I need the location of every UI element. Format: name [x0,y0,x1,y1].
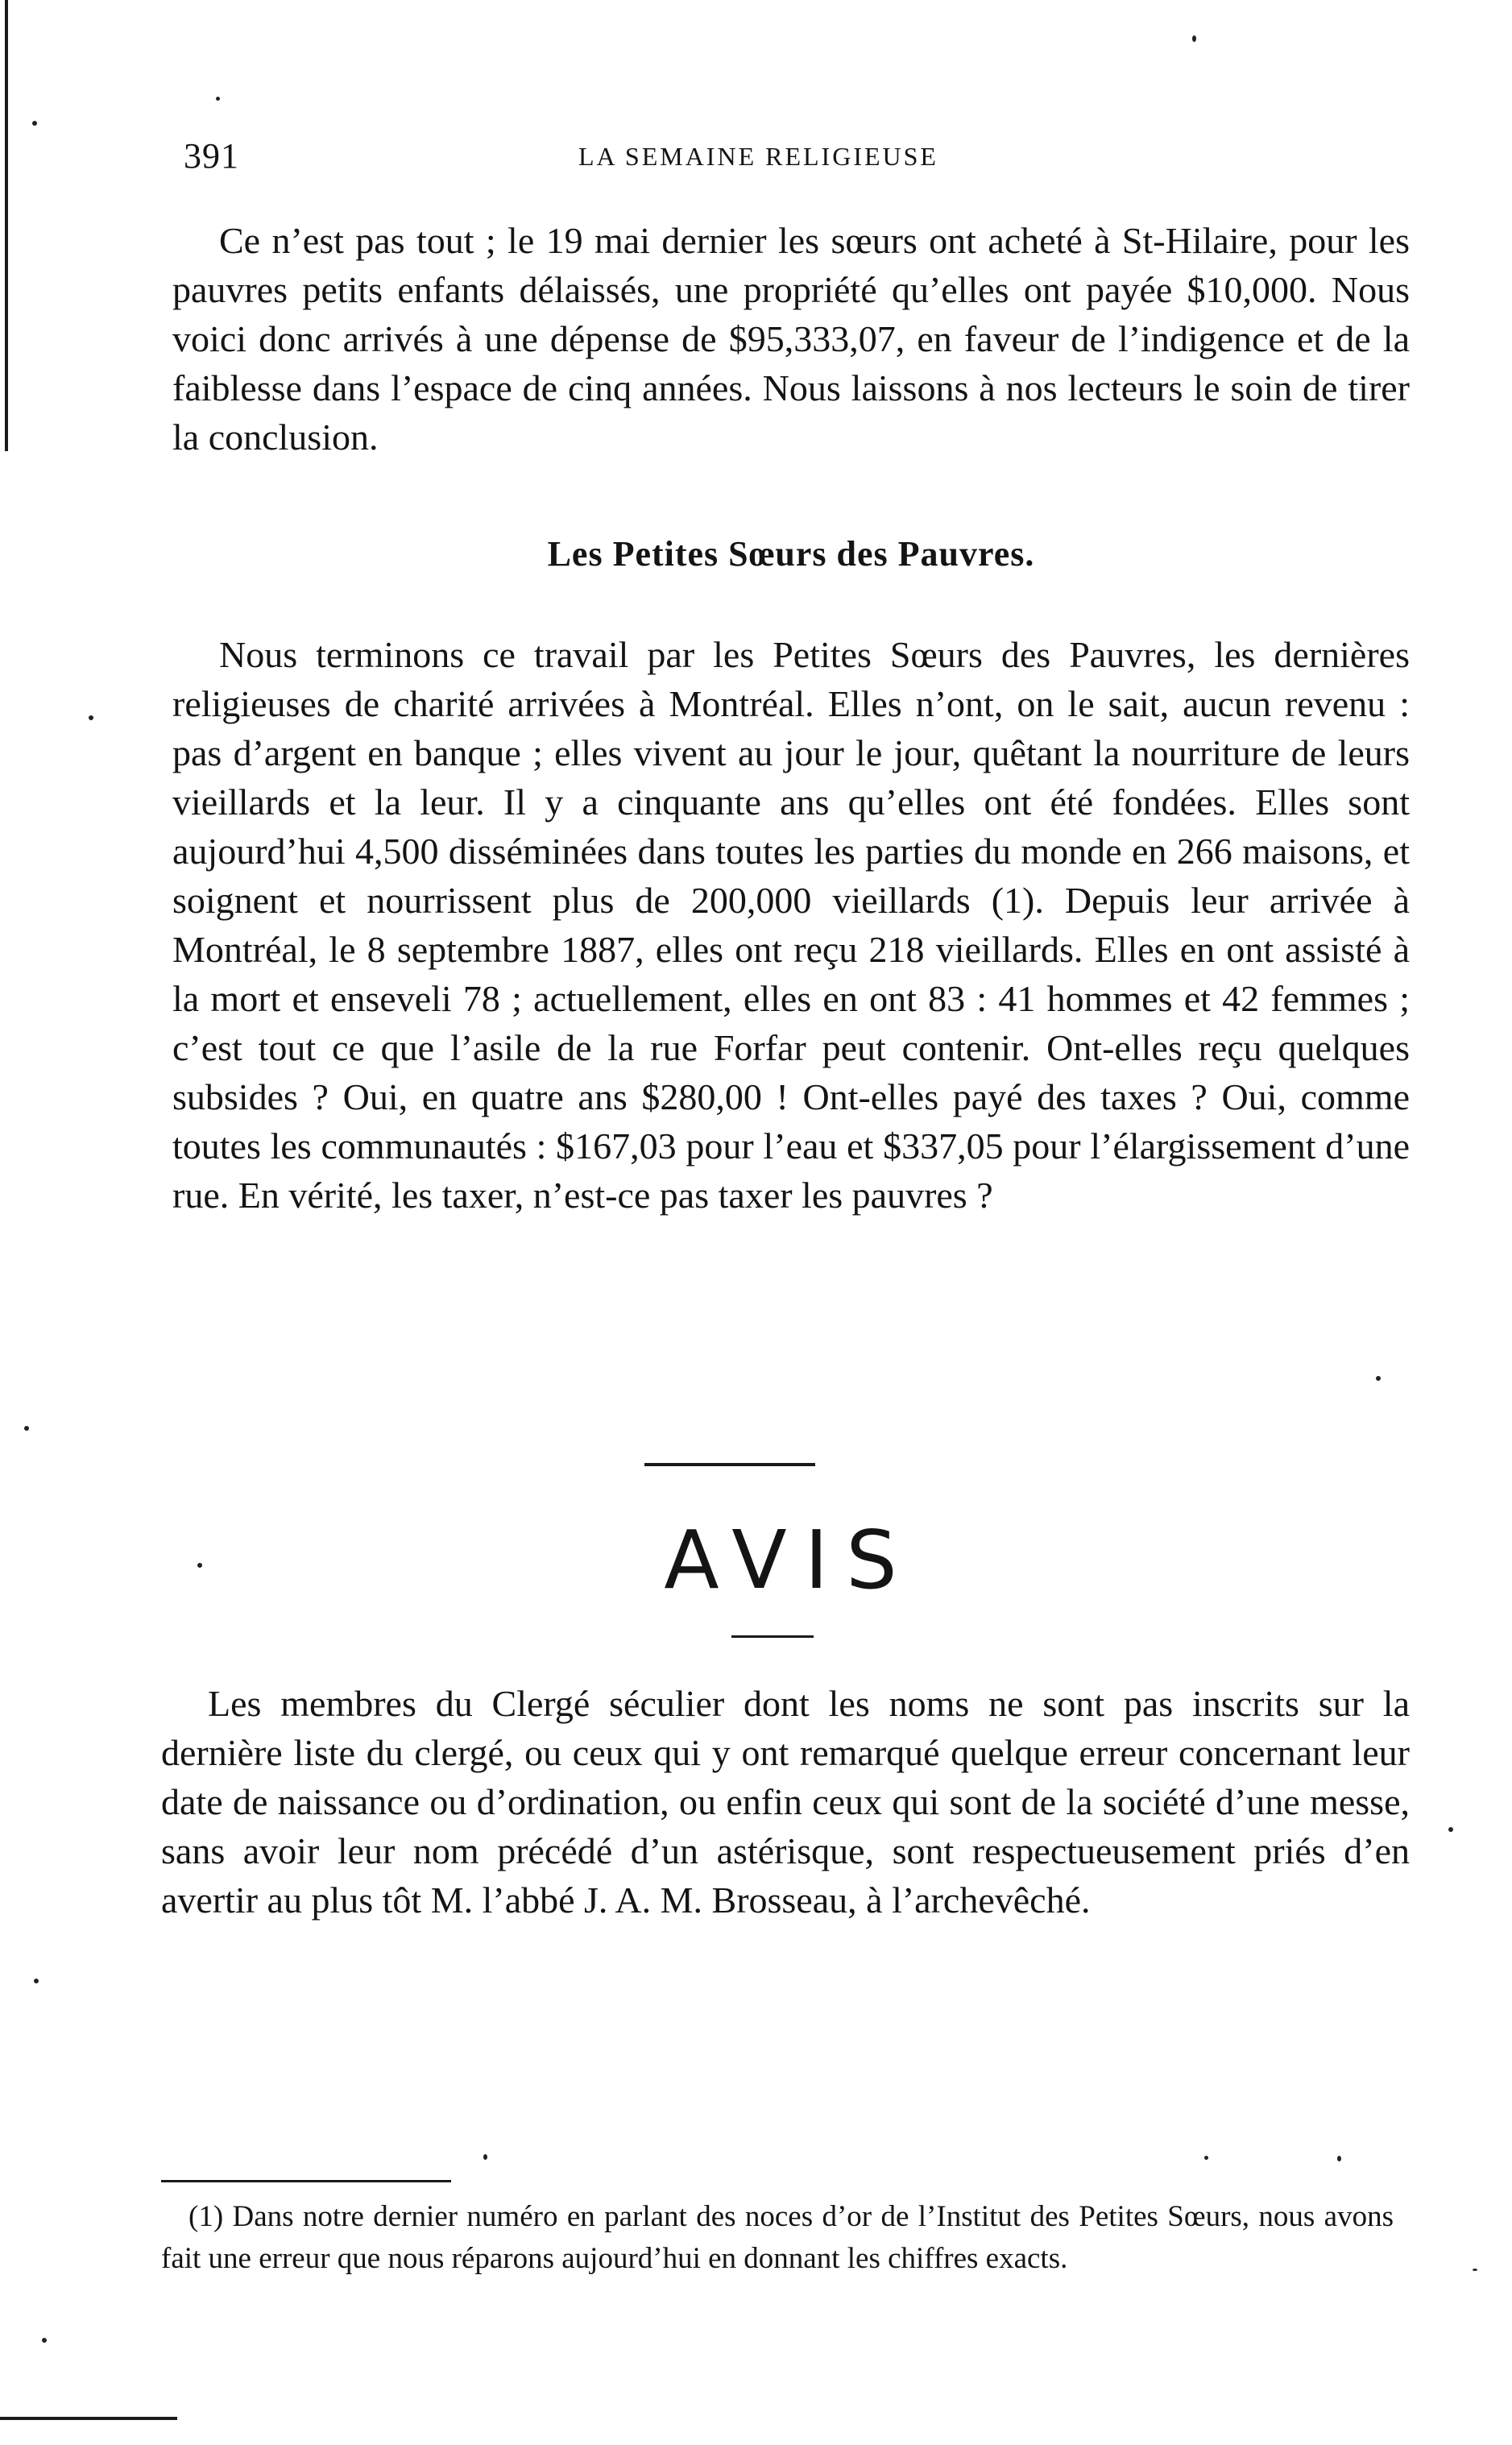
divider-rule-short [731,1635,814,1638]
running-title: LA SEMAINE RELIGIEUSE [578,142,938,171]
scan-speck [197,1563,202,1568]
footnote-rule [161,2180,451,2182]
scan-speck [1376,1376,1381,1381]
scan-speck [483,2154,487,2160]
paragraph-intro: Ce n’est pas tout ; le 19 mai dernier les sœurs ont acheté à St-Hilaire, pour les pauvres petits enfants délaissés, une propriété qu’elles ont payée $10,000. Nous voici donc arrivés à une dépense de $95,333,07, en faveur de l’indigence et de la faiblesse dans l’espace de cinq années. Nous laissons à nos lecteurs le soin de tirer la conclusion. [172,220,1410,458]
scan-speck [32,121,37,126]
scan-speck [1204,2156,1208,2160]
paragraph-petites-soeurs: Nous terminons ce travail par les Petites Sœurs des Pauvres, les dernières religieuses de charité arrivées à Montréal. Elles n’ont, on le sait, aucun revenu : pas d’argent en banque ; elles vivent au jour le jour, quêtant la nourriture de leurs vieillards et la leur. Il y a cinquante ans qu’elles ont été fondées. Elles sont aujourd’hui 4,500 disséminées dans toutes les parties du monde en 266 maisons, et soignent et nourrissent plus de 200,000 vieillards (1). Depuis leur arrivée à Montréal, le 8 septembre 1887, elles ont reçu 218 vieillards. Elles en ont assisté à la mort et enseveli 78 ; actuellement, elles en ont 83 : 41 hommes et 42 femmes ; c’est tout ce que l’asile de la rue Forfar peut contenir. Ont-elles reçu quelques subsides ? Oui, en quatre ans $280,00 ! Ont-elles payé des taxes ? Oui, comme toutes les communautés : $167,03 pour l’eau et $337,05 pour l’élargissement d’une rue. En vérité, les taxer, n’est-ce pas taxer les pauvres ? [172,634,1410,1216]
scan-speck [1473,2269,1477,2271]
scan-speck [1192,35,1196,42]
scan-speck [216,97,220,101]
divider-rule [644,1463,815,1466]
page-number: 391 [184,136,239,176]
avis-title: AVIS [664,1513,915,1607]
page-header [184,135,1408,176]
avis-paragraph: Les membres du Clergé séculier dont les noms ne sont pas inscrits sur la dernière liste du clergé, ou ceux qui y ont remarqué quelque erreur concernant leur date de naissance ou d’ordination, ou enfin ceux qui sont de la société d’une messe, sans avoir leur nom précédé d’un astérisque, sont respectueusement priés d’en avertir au plus tôt M. l’abbé J. A. M. Brosseau, à l’archevêché. [161,1683,1410,1921]
footnote: (1) Dans notre dernier numéro en parlant des noces d’or de l’Institut des Petites Sœurs, nous avons fait une erreur que nous réparons aujourd’hui en donnant les chiffres exacts. [161,2200,1394,2275]
scan-speck [1337,2156,1341,2161]
scan-speck [42,2338,47,2343]
scan-speck [89,715,93,720]
scan-speck [34,1979,39,1983]
scan-speck [1448,1827,1453,1832]
scan-speck [24,1426,29,1431]
bottom-edge-rule [0,2417,177,2420]
section-heading: Les Petites Sœurs des Pauvres. [547,534,1035,574]
scan-edge-artifact [5,0,8,451]
